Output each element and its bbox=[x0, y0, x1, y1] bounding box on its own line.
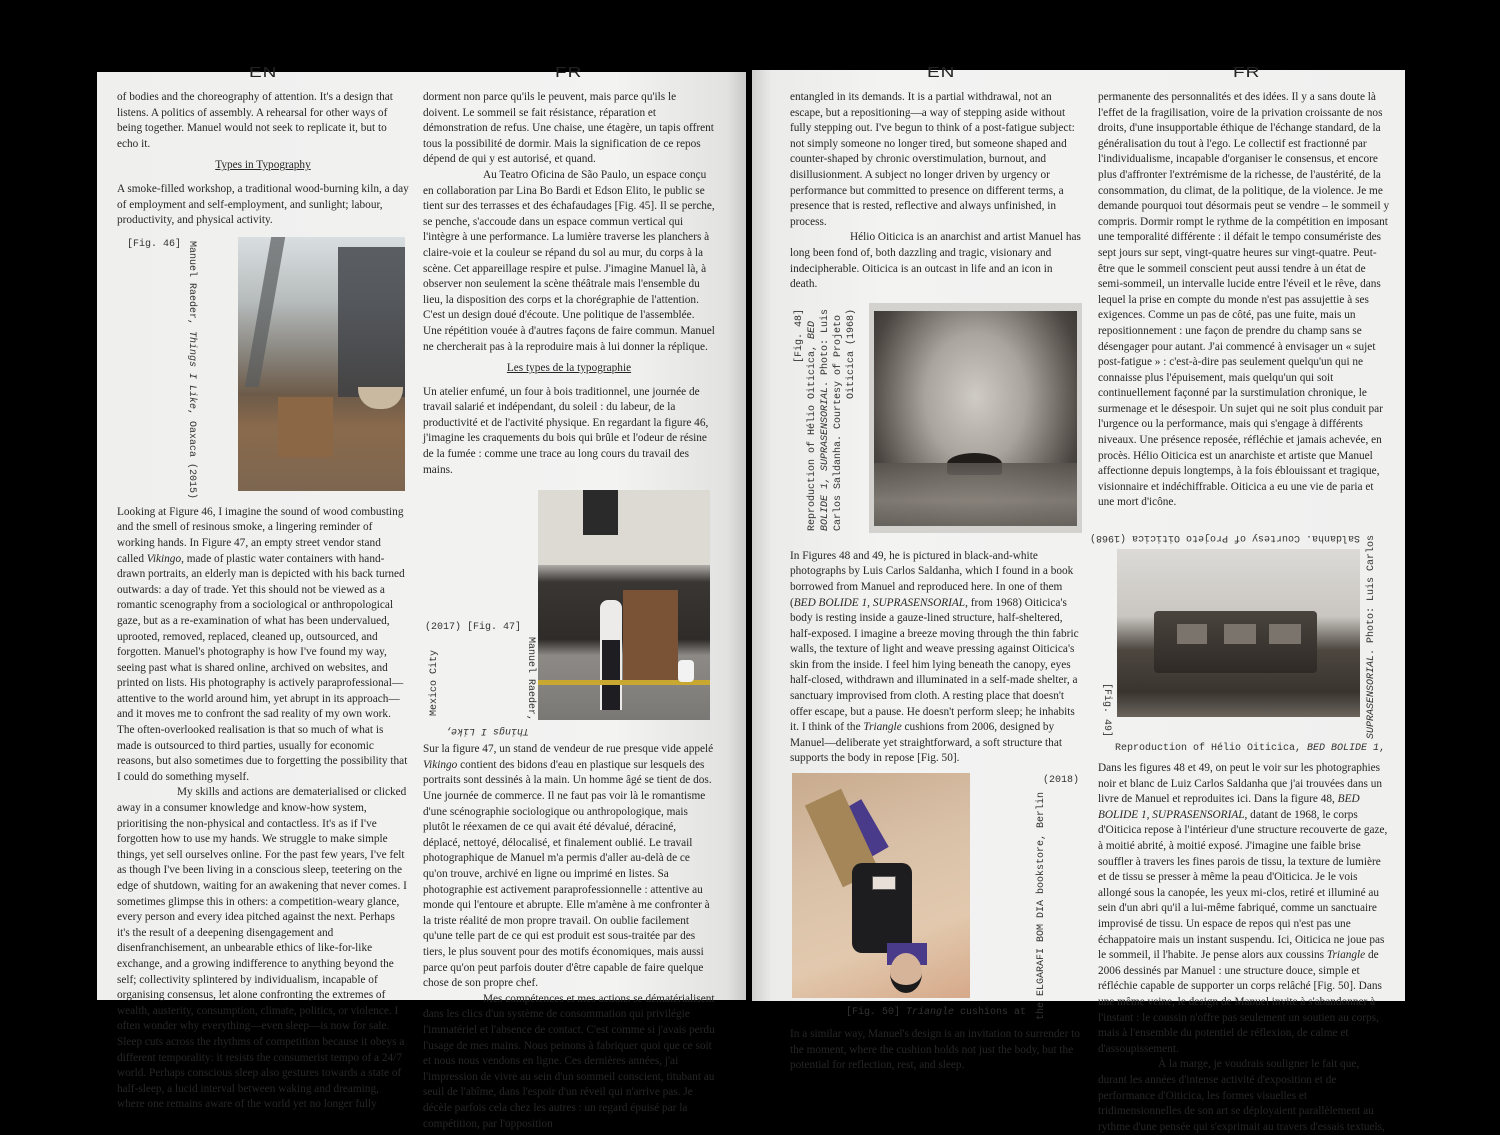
text-run: of bodies and the choreography of attention. It's a design that listens. A politics of assembly. A rehearsal for other ways of being together. Manuel would not seek to replicate it, but to echo it. bbox=[117, 91, 393, 150]
language-header-en: EN bbox=[927, 64, 956, 81]
italic-title-run: BED BOLIDE 1, SUPRASENSORIAL bbox=[793, 596, 966, 609]
text-run: À la marge, je voudrais souligner le fait que, durant les années d'intense activité d'exposition et de performance d'Oiticica, les formes visuelles et tridimensionnelles de son art se déployaient parallèlement au rythme d'une pensée qui s'exprimait au travers d'essais textuels, bbox=[1098, 1058, 1385, 1133]
caption-title: BED BOLIDE 1 bbox=[1307, 743, 1380, 755]
column-en-left bbox=[117, 90, 409, 1113]
paragraph bbox=[790, 1027, 1082, 1074]
language-header-fr: FR bbox=[555, 64, 583, 81]
caption-text: . Photo: Luis bbox=[820, 308, 831, 387]
italic-title-run: BED BOLIDE 1, SUPRASENSORIAL bbox=[1098, 793, 1360, 821]
language-header-fr: FR bbox=[1233, 64, 1261, 81]
text-run: permanente des personnalités et des idées. Il y a sans doute là l'effet de la fragilisation, voire de la privation croissante de nos droits, d'une insupportable éthique de l'échange standard, de la généralisation du tout à l'ego. Le collectif est fractionné par l'individualisme, incapable d'organiser le consensus, et encore plus d'affronter l'extrémisme de la richesse, de l'austérité, de la consommation, du climat, de la politique, de la violence. Je me demande pourquoi tout désormais peut se vendre – le sommeil y compris. Dormir rompt le rythme de la compétition en imposant une temporalité différente : il défait le tempo consumériste des sept jours sur sept, vingt-quatre heures sur vingt-quatre. Peut-être que le sommeil conscient peut aussi tendre à un état de semi-sommeil, un intervalle lucide entre l'éveil et le rêve, dans lequel la prise en compte du monde n'est pas assujettie à ses exigences. Comme un pas de côté, pas une fuite, mais un repositionnement : une façon de prendre du champ sans se désengager pour autant. J'ai commencé à envisager un « sujet post-fatigue » : c'est-à-dire pas seulement quelqu'un qui ne connaisse plus l'épuisement, mais quelqu'un qui soit continuellement façonné par la surstimulation chronique, le surmenage et le désespoir. Un sujet qui ne soit plus conduit par l'urgence ou la performance, mais qui s'engage à différents niveaux. Une présence reposée, réfléchie et jamais achevée, en procès. Hélio Oiticica est un anarchiste et artiste que Manuel affectionne depuis longtemps, à la fois éblouissant et tragique, visionnaire et indéchiffrable. Oiticica a eu une vie de paria et une mort d'icône. bbox=[1098, 91, 1390, 509]
text-run: de 2006 dessinés par Manuel : une structure douce, simple et réfléchie capable de supporter un corps relâché [Fig. 50]. Dans une même veine, le design de Manuel invite à s'abandonner à l'instant : le coussin n'offre pas seulement un soutien au corps, mais à l'ensemble du potentiel de réflexion, de calme et d'assoupissement. bbox=[1098, 949, 1382, 1055]
text-run: , made of plastic water containers with hand-drawn portraits, an elderly man is depicted with his back turned outwards: a day of trade. Yet this should not be viewed as a romantic scenography from a sociological or anthropological gaze, but as a re-examination of what has been undervalued, uprooted, removed, replaced, cleaned up, outsourced, and forgotten. Manuel's photography is how I've found my way, seeing past what is shared online, archived on websites, and printed on lists. His photography is actively paraprofessional—attentive to the world around him, yet abrupt in its approach—and it moves me to confront the sad reality of my own work. The often-overlooked realisation is that so much of what is made is outsourced to third parties, usually for economic reasons, but also sometimes due to forgetting the possibility that I could do something myself. bbox=[117, 552, 408, 783]
paragraph bbox=[1098, 1057, 1390, 1135]
fig47-caption-credit: Manuel Raeder, bbox=[525, 637, 536, 722]
text-run: In Figures 48 and 49, he is pictured in black-and-white photographs by Luis Carlos Saldanha, which I found in a book borrowed from Manuel and reproduced here. In one of them ( bbox=[790, 549, 1074, 609]
italic-title-run: Vikingo bbox=[146, 552, 182, 565]
text-run: , datant de 1968, le corps d'Oiticica repose à l'intérieur d'une structure recouverte de gaze, à moitié abrité, à moitié exposé. J'imagine une faible brise souffler à travers les fines parois de tissu, la texture de lumière et de tissu se presser à même la peau d'Oiticica. Je le vois allongé sous la canopée, les yeux mi-clos, retiré et illuminé au sein d'un abri qu'il a lui-même fabriqué, comme un sanctuaire improvisé de tissu. Un espace de repos qui n'est pas une échappatoire mais un instant suspendu. Ici, Oiticica ne joue pas le sommeil, il l'habite. Je pense alors aux coussins bbox=[1098, 808, 1388, 962]
fig49-caption-bottom bbox=[1115, 743, 1385, 755]
figure-47 bbox=[423, 490, 715, 738]
text-run: , from 1968) Oiticica's body is resting inside a gauze-lined structure, half-sheltered, half-exposed. I imagine a breeze moving through the thin fabric walls, the texture of light and weave pressing against Oiticica's skin from the inside. I feel him lying beneath the canopy, eyes half-closed, withdrawn and illuminated in a self-made shelter, a sanctuary improvised from cloth. A resting place that doesn't offer escape, but a pause. He doesn't perform sleep; he inhabits it. I think of the bbox=[790, 596, 1079, 734]
fig47-caption-place: Mexico City bbox=[429, 650, 440, 717]
fig48-photo-bed-bolide bbox=[869, 303, 1082, 533]
text-run: Hélio Oiticica is an anarchist and artist Manuel has long been fond of, both dazzling and tragic, visionary and indecipherable. Oiticica is an outcast in life and an icon in death. bbox=[790, 231, 1081, 291]
fig47-photo-street-vendor bbox=[538, 490, 710, 720]
fig50-caption-location: the ELGARAFI BOM DIA bookstore, Berlin bbox=[1036, 791, 1047, 1021]
paragraph bbox=[1098, 761, 1390, 1057]
paragraph bbox=[1098, 90, 1390, 511]
caption-text: Reproduction of Hélio Oiticica, bbox=[1115, 743, 1308, 755]
fig50-photo-triangle-cushions bbox=[792, 773, 970, 998]
paragraph bbox=[423, 168, 715, 355]
paragraph bbox=[423, 992, 715, 1132]
paragraph bbox=[117, 182, 409, 229]
caption-text: Carlos Saldanha. Courtesy of Projeto bbox=[833, 314, 844, 531]
text-run: contient des bidons d'eau en plastique sur lesquels des portraits sont dessinés à la main. Un homme âgé se tient de dos. Une journée de commerce. Il ne faut pas voir là le romantisme d'une scénographie sociologique ou anthropologique, mais plutôt le réexamen de ce qui avait été dévalué, déraciné, déplacé, nettoyé, délocalisé, et finalement oublié. Le travail photographique de Manuel m'a permis d'aller au-delà de ce qu'on trouve, archivé en ligne ou imprimé en listes. Sa photographie est activement paraprofessionnelle : attentive au monde qui l'entoure et abrupte. Elle m'amène à me confronter à la triste réalité de mon propre travail. On oublie facilement qu'une telle part de ce qui est produit est sous-traitée par des tiers, le plus souvent pour des motifs économiques, mais aussi parce qu'on peut parfois douter d'être capable de faire quelque chose de son propre chef. bbox=[423, 758, 712, 990]
section-heading: Les types de la typographie bbox=[506, 362, 632, 375]
paragraph bbox=[117, 90, 409, 152]
language-header-en: EN bbox=[249, 64, 278, 81]
text-run: Au Teatro Oficina de São Paulo, un espace conçu en collaboration par Lina Bo Bardi et Edson Elito, le public se tient sur des terrasses et des échafaudages [Fig. 45]. Il se perche, se penche, s'accoude dans un espace commun vertical qui l'intègre à une performance. La lumière traverse les planchers à claire-voie et la couleur se répand du sol au mur, du corps à la scène. Cet appareillage respire et pulse. J'imagine Manuel là, à observer non seulement la scène théâtrale mais l'ensemble du lieu, la disposition des corps et la chorégraphie de l'attention. C'est un design doué d'écoute. Une politique de l'assemblée. Une répétition vouée à d'autres façons de faire commun. Manuel ne chercherait pas à la reproduire mais à lui donner la réplique. bbox=[423, 168, 715, 353]
text-run: entangled in its demands. It is a partial withdrawal, not an escape, but a repositioning—a way of stepping aside without fully stepping out. I've begun to think of a post-fatigue subject: not simply someone no longer tired, but someone shaped and counter-shaped by chronic overstimulation, burnout, and disillusionment. A subject no longer driven by urgency or performance but committed to presence on different terms, a presence that is rested, reflective and always unfinished, in process. bbox=[790, 91, 1075, 228]
caption-title: Things I Like bbox=[186, 330, 197, 409]
text-run: A smoke-filled workshop, a traditional wood-burning kiln, a day of employment and self-employment, and sunlight; labour, productivity, and physical activity. bbox=[117, 182, 409, 227]
figure-49 bbox=[1090, 523, 1390, 757]
fig49-label: [Fig. 49] bbox=[1101, 683, 1112, 738]
caption-place: , Oaxaca (2015) bbox=[186, 408, 197, 499]
fig47-label: (2017) [Fig. 47] bbox=[425, 622, 522, 634]
paragraph bbox=[790, 230, 1082, 292]
text-run: In a similar way, Manuel's design is an invitation to surrender to the moment, where the cushion holds not just the body, but the potential for reflection, rest, and sleep. bbox=[790, 1028, 1080, 1072]
caption-text: Oiticica (1968) bbox=[846, 308, 857, 399]
caption-title: Triangle bbox=[906, 1007, 955, 1019]
section-heading: Types in Typography bbox=[215, 159, 311, 172]
caption-text: Reproduction of Hélio Oiticica, bbox=[807, 338, 818, 531]
column-fr-left bbox=[423, 90, 715, 1132]
fig46-label: [Fig. 46] bbox=[127, 238, 182, 250]
italic-title-run: Triangle bbox=[863, 721, 902, 734]
paragraph bbox=[423, 385, 715, 479]
figure-46 bbox=[117, 237, 409, 499]
caption-title: BOLIDE 1, SUPRASENSORIAL bbox=[820, 386, 831, 531]
text-run: Sur la figure 47, un stand de vendeur de rue presque vide appelé bbox=[423, 743, 714, 756]
text-run: cushions from 2006, designed by Manuel—deliberate yet straightforward, a soft structure that supports the body in repose [Fig. 50]. bbox=[790, 721, 1062, 765]
paragraph bbox=[117, 785, 409, 1112]
fig50-caption-year: (2018) bbox=[1043, 775, 1080, 787]
fig48-label: [Fig. 48] bbox=[794, 308, 805, 363]
column-fr-right bbox=[1090, 90, 1390, 1135]
fig49-photo-bed-bolide-landscape bbox=[1117, 549, 1360, 717]
caption-text: . Photo: Luis Carlos bbox=[1366, 534, 1377, 656]
caption-text: cushions at bbox=[954, 1007, 1027, 1019]
paragraph bbox=[790, 549, 1082, 767]
text-run: My skills and actions are dematerialised or clicked away in a consumer knowledge and know-how system, prioritising the non-physical and contactless. It's as if I've forgotten how to use my hands. We struggle to make simple things, yet sell ourselves online. For the past few years, I've felt as though I've been living in a conscious sleep, teetering on the edge of shutdown, waiting for an awakening that never comes. I sometimes glimpse this in others: a competition-weary glance, every person and every idea pitched against the next. Perhaps it's the result of a deepening disengagement and disenfranchisement, an unbearable ethics of like-for-like exchange, and a growing indifference to anything beyond the self; collectivity splintered by individualism, incapable of organising consensus, let alone confronting the extremes of wealth, austerity, consumption, climate, politics, or violence. I often wonder why everything—even sleep—is now for sale. Sleep cuts across the rhythms of competition because it obeys a different temporality: it resists the consumerist tempo of a 24/7 world. Perhaps conscious sleep also gestures towards a state of half-sleep, a lucid interval between waking and dreaming, where one remains aware of the world yet no longer fully bbox=[117, 786, 407, 1111]
fig50-caption bbox=[846, 1007, 1026, 1019]
fig50-label: [Fig. 50] bbox=[846, 1007, 907, 1019]
fig49-caption-top: Saldanha. Courtesy of Projeto Oiticica (1968) bbox=[1090, 532, 1361, 544]
paragraph bbox=[117, 505, 409, 786]
figure-50 bbox=[790, 773, 1082, 1023]
caption-credit: Manuel Raeder, bbox=[186, 240, 197, 331]
italic-title-run: Triangle bbox=[1326, 949, 1366, 962]
paragraph bbox=[423, 90, 715, 168]
fig46-caption bbox=[185, 241, 197, 499]
text-run: Looking at Figure 46, I imagine the sound of wood combusting and the smell of resinous smoke, a lingering reminder of working hands. In Figure 47, an empty street vendor stand called bbox=[117, 505, 404, 565]
text-run: Un atelier enfumé, un four à bois traditionnel, une journée de travail salarié et indépendant, du soleil : du labeur, de la productivité et de l'activité physique. En regardant la figure 46, j'imagine les craquements du bois qui brûle et l'odeur de résine de la fumée : comme une trace au long cours du travail des mains. bbox=[423, 385, 709, 476]
text-run: dorment non parce qu'ils le peuvent, mais parce qu'ils le doivent. Le sommeil se fait résistance, réparation et démonstration de refus. Une chaise, une étagère, un tapis offrent tous la possibilité de dormir. Mais la signification de ce repos dépend de qui y est autorisé, et quand. bbox=[423, 91, 714, 166]
fig48-caption bbox=[793, 309, 858, 531]
fig47-caption-title: Things I Like, bbox=[445, 725, 530, 737]
fig49-caption-right bbox=[1366, 535, 1378, 739]
paragraph bbox=[790, 90, 1082, 230]
italic-title-run: Vikingo bbox=[423, 758, 458, 771]
column-en-right bbox=[790, 90, 1082, 1074]
text-run: Dans les figures 48 et 49, on peut le voir sur les photographies noir et blanc de Luiz Carlos Saldanha que j'ai trouvées dans un livre de Manuel et reproduites ici. Dans la figure 48, bbox=[1098, 762, 1383, 806]
text-run: Mes compétences et mes actions se dématérialisent dans les clics d'un système de consommation qui privilégie l'immatériel et l'absence de contact. C'est comme si j'avais perdu l'usage de mes mains. Nous peinons à fabriquer quoi que ce soit et nous nous vendons en ligne. Ces dernières années, j'ai l'impression de vivre au sein d'un sommeil conscient, titubant au seuil de l'abîme, dans l'espoir d'un réveil qui n'arrive pas. Je décèle parfois cela chez les autres : un regard épuisé par la compétition, par l'opposition bbox=[423, 992, 715, 1130]
caption-text: , bbox=[1379, 743, 1386, 755]
figure-48 bbox=[790, 303, 1082, 535]
fig46-photo-kiln-workshop bbox=[238, 237, 405, 491]
caption-title: BED bbox=[807, 320, 818, 339]
paragraph bbox=[423, 742, 715, 992]
caption-title: SUPRASENSORIAL bbox=[1366, 655, 1377, 740]
